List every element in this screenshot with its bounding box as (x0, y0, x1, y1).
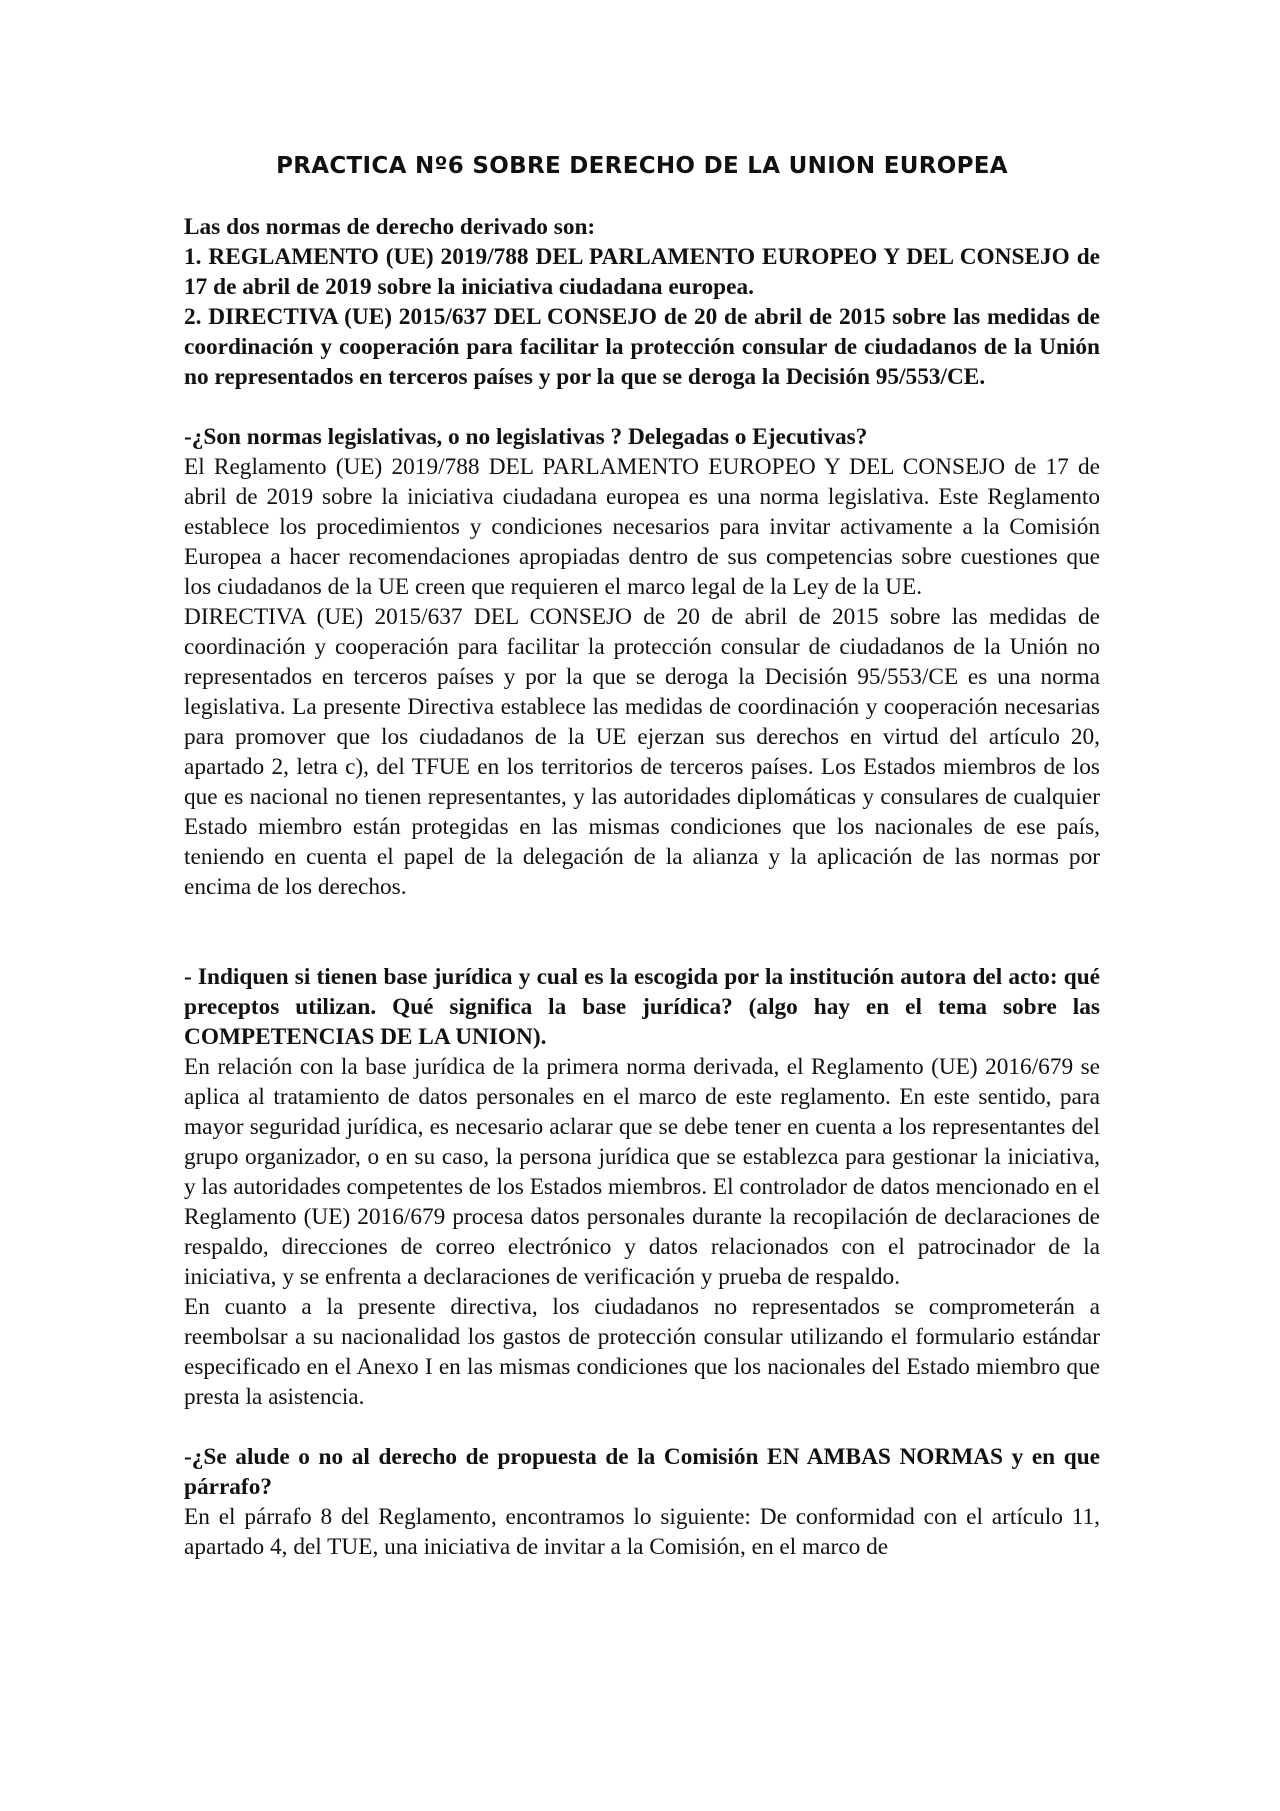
question-3: -¿Se alude o no al derecho de propuesta de la Comisión EN AMBAS NORMAS y en que párrafo? (184, 1444, 1100, 1500)
spacer (184, 392, 1100, 422)
document-body (184, 212, 1100, 1562)
norm-1: 1. REGLAMENTO (UE) 2019/788 DEL PARLAMENTO EUROPEO Y DEL CONSEJO de 17 de abril de 2019 sobre la iniciativa ciudadana europea. (184, 244, 1100, 300)
answer-2-paragraph-1: En relación con la base jurídica de la primera norma derivada, el Reglamento (UE) 2016/679 se aplica al tratamiento de datos personales en el marco de este reglamento. En este sentido, para mayor seguridad jurídica, es necesario aclarar que se debe tener en cuenta a los representantes del grupo organizador, o en su caso, la persona jurídica que se establezca para gestionar la iniciativa, y las autoridades competentes de los Estados miembros. El controlador de datos mencionado en el Reglamento (UE) 2016/679 procesa datos personales durante la recopilación de declaraciones de respaldo, direcciones de correo electrónico y datos relacionados con el patrocinador de la iniciativa, y se enfrenta a declaraciones de verificación y prueba de respaldo. (184, 1054, 1100, 1290)
answer-2-paragraph-2: En cuanto a la presente directiva, los ciudadanos no representados se comprometerán a reembolsar a su nacionalidad los gastos de protección consular utilizando el formulario estándar especificado en el Anexo I en las mismas condiciones que los nacionales del Estado miembro que presta la asistencia. (184, 1294, 1100, 1410)
answer-3-paragraph-1: En el párrafo 8 del Reglamento, encontramos lo siguiente: De conformidad con el artículo 11, apartado 4, del TUE, una iniciativa de invitar a la Comisión, en el marco de (184, 1504, 1100, 1560)
question-1: -¿Son normas legislativas, o no legislativas ? Delegadas o Ejecutivas? (184, 424, 868, 450)
page-title: PRACTICA Nº6 SOBRE DERECHO DE LA UNION EUROPEA (276, 153, 1008, 179)
answer-1-paragraph-2: DIRECTIVA (UE) 2015/637 DEL CONSEJO de 20 de abril de 2015 sobre las medidas de coordinación y cooperación para facilitar la protección consular de ciudadanos de la Unión no representados en terceros países y por la que se deroga la Decisión 95/553/CE es una norma legislativa. La presente Directiva establece las medidas de coordinación y cooperación necesarias para promover que los ciudadanos de la UE ejerzan sus derechos en virtud del artículo 20, apartado 2, letra c), del TFUE en los territorios de terceros países. Los Estados miembros de los que es nacional no tienen representantes, y las autoridades diplomáticas y consulares de cualquier Estado miembro están protegidas en las mismas condiciones que los nacionales de ese país, teniendo en cuenta el papel de la delegación de la alianza y la aplicación de las normas por encima de los derechos. (184, 604, 1100, 900)
question-2: - Indiquen si tienen base jurídica y cual es la escogida por la institución autora del acto: qué preceptos utilizan. Qué significa la base jurídica? (algo hay en el tema sobre las COMPETENCIAS DE LA UNION). (184, 964, 1100, 1050)
intro-heading: Las dos normas de derecho derivado son: (184, 214, 596, 240)
norm-2: 2. DIRECTIVA (UE) 2015/637 DEL CONSEJO de 20 de abril de 2015 sobre las medidas de coordinación y cooperación para facilitar la protección consular de ciudadanos de la Unión no representados en terceros países y por la que se deroga la Decisión 95/553/CE. (184, 304, 1100, 390)
answer-1-paragraph-1: El Reglamento (UE) 2019/788 DEL PARLAMENTO EUROPEO Y DEL CONSEJO de 17 de abril de 2019 sobre la iniciativa ciudadana europea es una norma legislativa. Este Reglamento establece los procedimientos y condiciones necesarios para invitar activamente a la Comisión Europea a hacer recomendaciones apropiadas dentro de sus competencias sobre cuestiones que los ciudadanos de la UE creen que requieren el marco legal de la Ley de la UE. (184, 454, 1100, 600)
spacer (184, 902, 1100, 962)
spacer (184, 1412, 1100, 1442)
